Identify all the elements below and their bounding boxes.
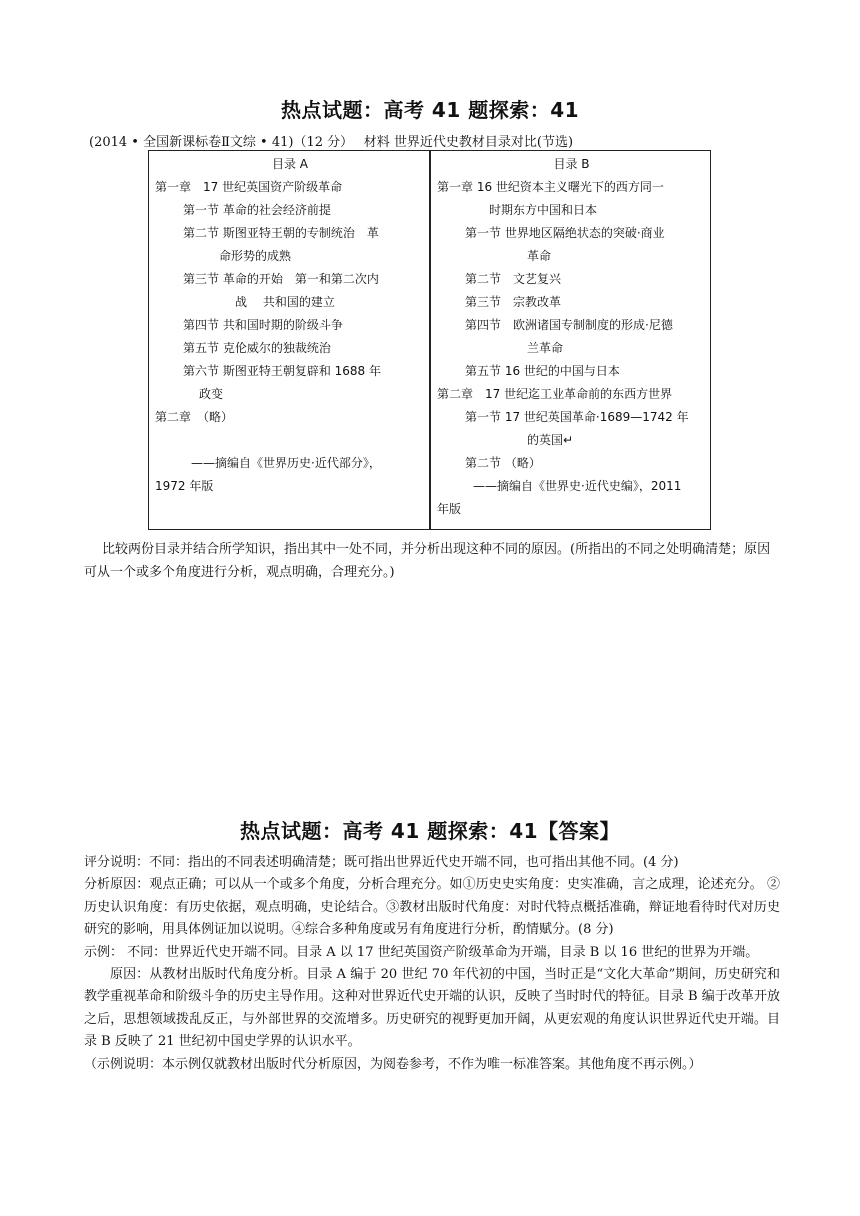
toc-b-chapter-cont: 时期东方中国和日本 bbox=[489, 203, 598, 217]
toc-comparison-table bbox=[148, 150, 711, 530]
toc-a-section: 第五节 克伦威尔的独裁统治 bbox=[183, 341, 331, 355]
toc-b-section-cont: 革命 bbox=[527, 249, 552, 263]
scoring-note: 评分说明：不同：指出的不同表述明确清楚；既可指出世界近代史开端不同，也可指出其他不同。(4 分) bbox=[84, 855, 679, 870]
example-difference: 示例： 不同：世界近代史开端不同。目录 A 以 17 世纪英国资产阶级革命为开端，目录 B 以 16 世纪的世界为开端。 bbox=[84, 944, 759, 960]
toc-b-section: 第一节 17 世纪英国革命·1689—1742 年 bbox=[465, 410, 689, 424]
toc-a-section-cont: 政变 bbox=[199, 387, 224, 401]
toc-b-heading: 目录 B bbox=[553, 157, 590, 171]
toc-a-citation: ——摘编自《世界历史·近代部分》， bbox=[191, 456, 381, 470]
page-title: 热点试题：高考 41 题探索：41 bbox=[280, 98, 580, 122]
toc-a-section: 第二节 斯图亚特王朝的专制统治 革 bbox=[183, 226, 379, 240]
toc-b-section: 第二节 文艺复兴 bbox=[465, 272, 562, 286]
toc-a-citation-year: 1972 年版 bbox=[155, 479, 214, 493]
toc-a-heading: 目录 A bbox=[271, 157, 309, 171]
toc-b-citation: ——摘编自《世界史·近代史编》，2011 bbox=[473, 479, 682, 493]
toc-b-chapter: 第一章 16 世纪资本主义曙光下的西方同一 bbox=[437, 180, 664, 194]
toc-b-section: 第一节 世界地区隔绝状态的突破·商业 bbox=[465, 226, 665, 240]
toc-a-column bbox=[149, 151, 431, 529]
answer-block bbox=[84, 852, 780, 1076]
toc-a-chapter: 第一章 17 世纪英国资产阶级革命 bbox=[155, 180, 343, 194]
toc-a-section: 第四节 共和国时期的阶级斗争 bbox=[183, 318, 343, 332]
toc-b-chapter: 第二章 17 世纪迄工业革命前的东西方世界 bbox=[437, 387, 673, 401]
toc-a-spacer bbox=[155, 429, 425, 452]
question-text: 比较两份目录并结合所学知识，指出其中一处不同，并分析出现这种不同的原因。(所指出的不同之处明确清楚；原因可从一个或多个角度进行分析，观点明确，合理充分。) bbox=[84, 542, 771, 580]
toc-b-section-cont: 兰革命 bbox=[527, 341, 564, 355]
example-note: （示例说明：本示例仅就教材出版时代分析原因，为阅卷参考，不作为唯一标准答案。其他角度不再示例。） bbox=[84, 1056, 702, 1072]
toc-b-section: 第二节 （略） bbox=[465, 456, 541, 470]
toc-b-column bbox=[431, 151, 710, 529]
toc-b-section: 第四节 欧洲诸国专制制度的形成·尼德 bbox=[465, 318, 673, 332]
toc-b-section: 第五节 16 世纪的中国与日本 bbox=[465, 364, 620, 378]
toc-b-citation-year: 年版 bbox=[437, 502, 462, 516]
toc-a-section: 第一节 革命的社会经济前提 bbox=[183, 203, 331, 217]
analysis-note: 分析原因：观点正确；可以从一个或多个角度，分析合理充分。如①历史史实角度：史实准确，言之成理，论述充分。 ②历史认识角度：有历史依据，观点明确，史论结合。③教材出版时代角度：对时代特点概括准确，辩证地看待时代对历史研究的影响，用具体例证加以说明。④综合多种角度或另有角度进行分析，酌情赋分。(8 分) bbox=[84, 877, 780, 938]
toc-a-section-cont: 命形势的成熟 bbox=[219, 249, 292, 263]
example-reason: 原因：从教材出版时代角度分析。目录 A 编于 20 世纪 70 年代初的中国，当时正是“文化大革命”期间，历史研究和教学重视革命和阶级斗争的历史主导作用。这种对世界近代史开端的认识，反映了当时时代的特征。目录 B 编于改革开放之后，思想领域拨乱反正，与外部世界的交流增多。历史研究的视野更加开阔，从更宏观的角度认识世界近代史开端。目录 B 反映了 21 世纪初中国史学界的认识水平。 bbox=[84, 967, 780, 1050]
toc-b-section: 第三节 宗教改革 bbox=[465, 295, 562, 309]
toc-a-section: 第六节 斯图亚特王朝复辟和 1688 年 bbox=[183, 364, 381, 378]
toc-b-section-cont: 的英国↵ bbox=[527, 433, 574, 447]
toc-a-section-cont: 战 共和国的建立 bbox=[235, 295, 335, 309]
toc-a-chapter: 第二章 （略） bbox=[155, 410, 234, 424]
answer-title: 热点试题：高考 41 题探索：41【答案】 bbox=[239, 819, 621, 843]
question-source: (2014 • 全国新课标卷Ⅱ文综 • 41)（12 分） 材料 世界近代史教材目录对比(节选) bbox=[89, 135, 574, 150]
toc-a-section: 第三节 革命的开始 第一和第二次内 bbox=[183, 272, 379, 286]
